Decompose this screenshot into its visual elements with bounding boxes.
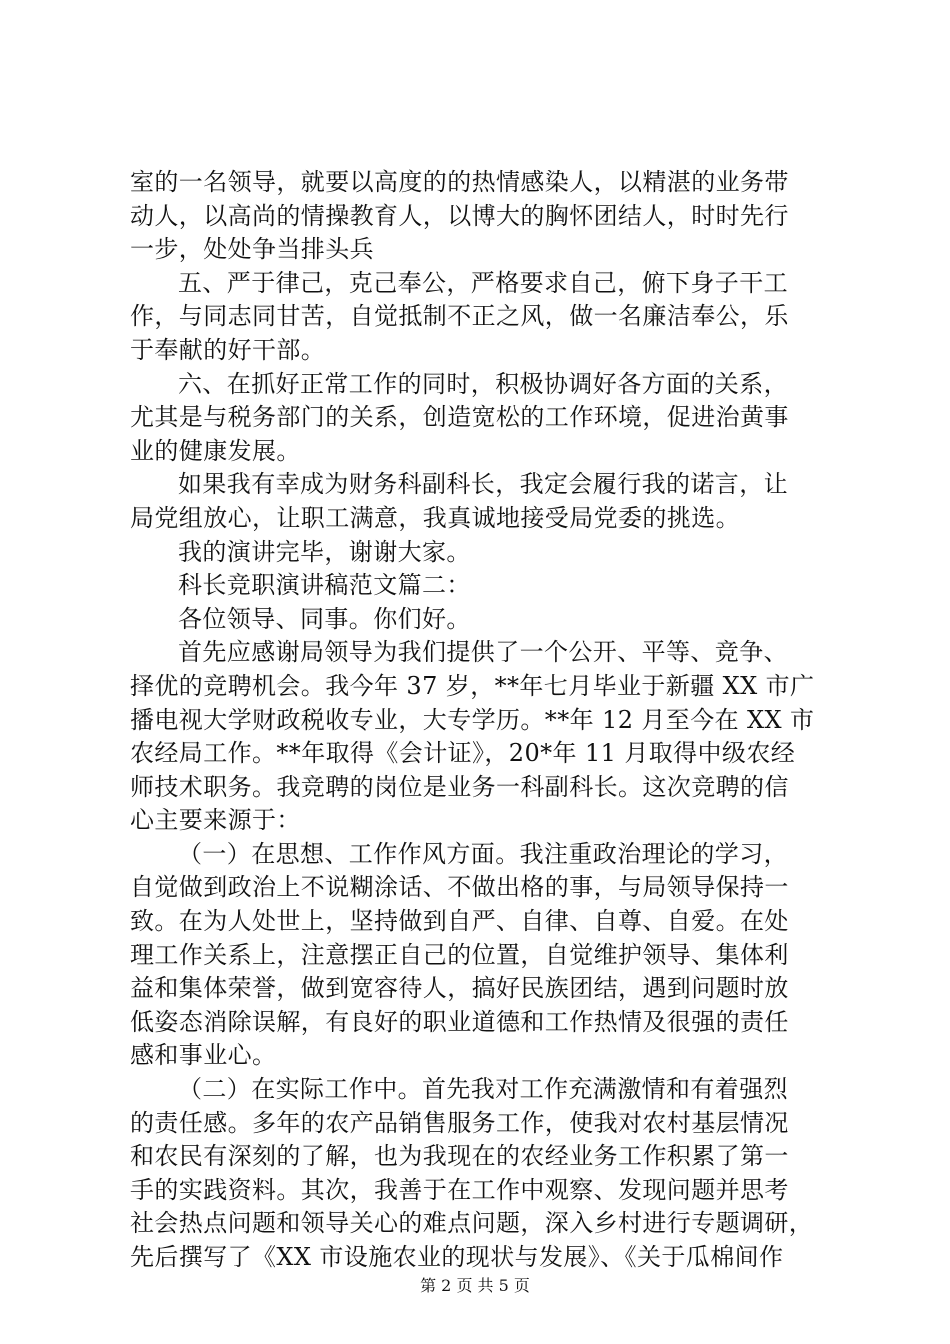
text-line: 感和事业心。 (130, 1041, 277, 1070)
text-line: 择优的竞聘机会。我今年 37 岁，**年七月毕业于新疆 XX 市广 (130, 671, 815, 700)
text-line: 局党组放心，让职工满意，我真诚地接受局党委的挑选。 (130, 503, 740, 532)
text-line: 先后撰写了《XX 市设施农业的现状与发展》、《关于瓜棉间作 (130, 1243, 784, 1271)
text-line: 益和集体荣誉，做到宽容待人，搞好民族团结，遇到问题时放 (130, 974, 789, 1003)
text-line: 我的演讲完毕，谢谢大家。 (178, 537, 471, 566)
text-line: 如果我有幸成为财务科副科长，我定会履行我的诺言，让 (178, 470, 788, 499)
text-line: 社会热点问题和领导关心的难点问题，深入乡村进行专题调研， (130, 1209, 814, 1238)
text-line: 六、在抓好正常工作的同时，积极协调好各方面的关系， (178, 369, 788, 398)
document-body (130, 166, 830, 1275)
text-line: 一步，处处争当排头兵 (130, 235, 374, 264)
text-line: 的责任感。多年的农产品销售服务工作，使我对农村基层情况 (130, 1108, 789, 1137)
text-line: 首先应感谢局领导为我们提供了一个公开、平等、竞争、 (178, 638, 788, 667)
text-line: 理工作关系上，注意摆正自己的位置，自觉维护领导、集体利 (130, 940, 789, 969)
text-line: 动人，以高尚的情操教育人，以博大的胸怀团结人，时时先行 (130, 201, 789, 230)
text-line: （一）在思想、工作作风方面。我注重政治理论的学习， (178, 839, 788, 868)
section-heading: 科长竞职演讲稿范文篇二： (178, 571, 471, 600)
text-line: 手的实践资料。其次，我善于在工作中观察、发现问题并思考 (130, 1175, 789, 1204)
text-line: 室的一名领导，就要以高度的的热情感染人，以精湛的业务带 (130, 168, 789, 196)
text-line: 农经局工作。**年取得《会计证》，20*年 11 月取得中级农经 (130, 739, 796, 768)
text-line: 师技术职务。我竞聘的岗位是业务一科副科长。这次竞聘的信 (130, 772, 789, 801)
text-line: （二）在实际工作中。首先我对工作充满激情和有着强烈 (178, 1075, 788, 1104)
text-line: 尤其是与税务部门的关系，创造宽松的工作环境，促进治黄事 (130, 403, 789, 432)
greeting-line: 各位领导、同事。你们好。 (178, 604, 471, 633)
text-line: 和农民有深刻的了解，也为我现在的农经业务工作积累了第一 (130, 1142, 789, 1171)
text-line: 低姿态消除误解，有良好的职业道德和工作热情及很强的责任 (130, 1007, 789, 1036)
text-line: 致。在为人处世上，坚持做到自严、自律、自尊、自爱。在处 (130, 907, 789, 936)
text-line: 业的健康发展。 (130, 436, 301, 465)
page-number-footer: 第 2 页 共 5 页 (420, 1276, 530, 1295)
text-line: 作，与同志同甘苦，自觉抵制不正之风，做一名廉洁奉公，乐 (130, 302, 789, 331)
text-line: 自觉做到政治上不说糊涂话、不做出格的事，与局领导保持一 (130, 873, 789, 902)
text-line: 播电视大学财政税收专业，大专学历。**年 12 月至今在 XX 市 (130, 705, 815, 734)
text-line: 五、严于律己，克己奉公，严格要求自己，俯下身子干工 (178, 268, 788, 297)
text-line: 于奉献的好干部。 (130, 335, 326, 364)
text-line: 心主要来源于： (130, 806, 301, 835)
